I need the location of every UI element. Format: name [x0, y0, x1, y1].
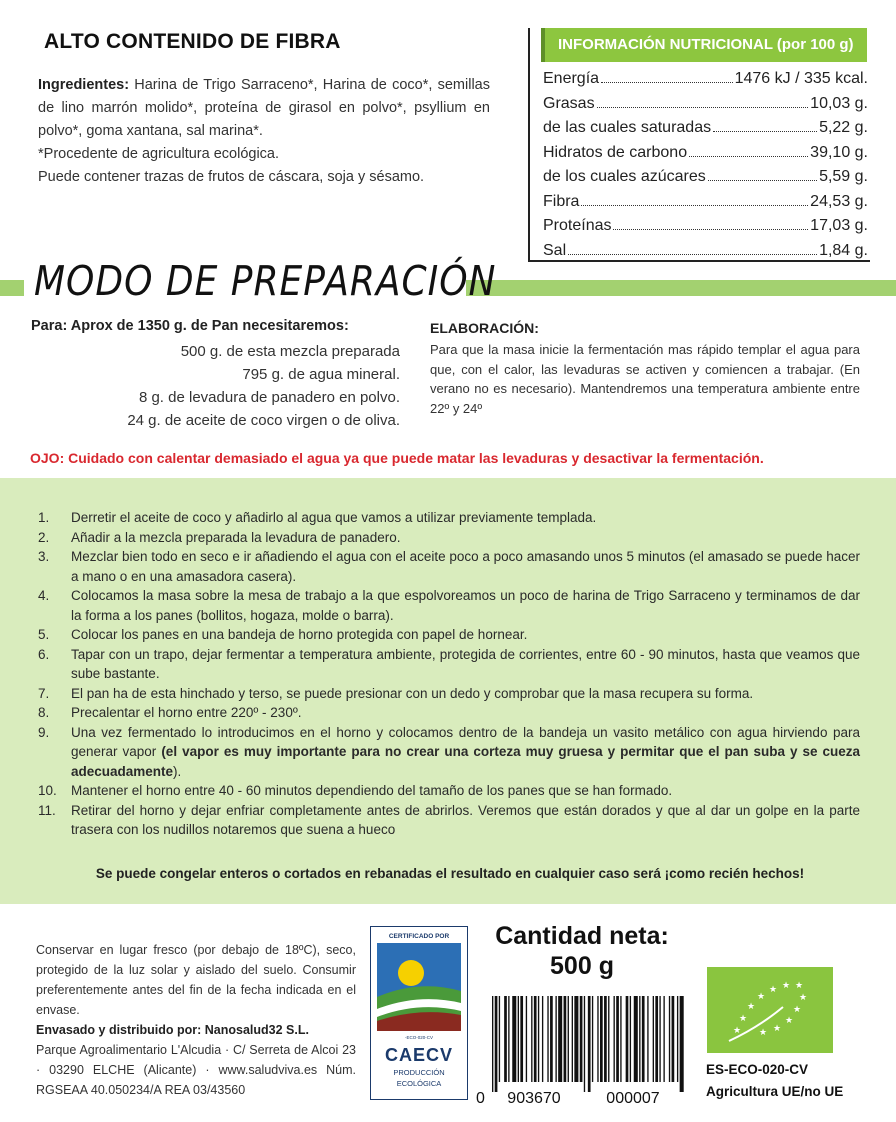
- quantity-item: 24 g. de aceite de coco virgen o de oliva.: [127, 412, 400, 429]
- nutrient-label: Energía: [543, 70, 600, 87]
- section-bar-left: [0, 280, 24, 296]
- nutrition-row: [543, 242, 868, 267]
- eu-leaf-icon: [707, 967, 833, 1053]
- step-item: 1. Derretir el aceite de coco y añadirlo al agua que vamos a utilizar previamente templada.: [38, 510, 597, 525]
- preparation-title: MODO DE PREPARACIÓN: [34, 258, 497, 306]
- nutrient-label: Fibra: [543, 192, 580, 210]
- elaboration-title: ELABORACIÓN:: [430, 320, 539, 336]
- nutrition-row: [543, 193, 868, 218]
- barcode: [470, 992, 694, 1106]
- quantity-item: 8 g. de levadura de panadero en polvo.: [138, 389, 400, 406]
- nutrition-row: [543, 119, 868, 144]
- step-item: 11. Retirar del horno y dejar enfriar completamente antes de abrirlos. Veremos que están dorados y que al dar un golpe en la parte trasera con los nudillos notaremos que suena a hueco: [38, 802, 860, 837]
- caecv-seal: [370, 926, 468, 1100]
- nutrient-value: 17,03 g.: [810, 217, 868, 234]
- nutrient-label: Proteínas: [543, 217, 612, 234]
- eco-code: ES-ECO-020-CV: [706, 1062, 809, 1077]
- svg-text:★: ★: [784, 1016, 794, 1026]
- nutrient-label: Grasas: [543, 94, 595, 112]
- caecv-line1: PRODUCCIÓN: [393, 1068, 445, 1077]
- step-item: 8. Precalentar el horno entre 220º - 230º.: [38, 705, 302, 720]
- nutrient-value: 10,03 g.: [810, 94, 868, 112]
- svg-text:★: ★: [794, 981, 804, 991]
- nutrition-row: [543, 70, 868, 95]
- nutrient-value: 5,59 g.: [819, 168, 868, 185]
- barcode-digit-prefix: 0: [476, 1090, 485, 1106]
- step-item: 10. Mantener el horno entre 40 - 60 minutos dependiendo del tamaño de los panes que se han formado.: [38, 783, 673, 798]
- step-item: 6. Tapar con un trapo, dejar fermentar a temperatura ambiente, protegida de corrientes, entre 60 - 90 minutos, hasta que veamos que sube bastante.: [38, 646, 860, 681]
- ingredients-label: Ingredientes:: [38, 77, 130, 93]
- organic-note: *Procedente de agricultura ecológica.: [38, 146, 280, 162]
- elaboration-text: Para que la masa inicie la fermentación mas rápido templar el agua para que, con el calor, las levaduras se activen y comiencen a trabajar. (En verano no es necesario). Mantendremos una temperatura ambiente entre 22º y 24º: [430, 342, 860, 416]
- eu-organic-leaf: [707, 967, 833, 1053]
- eco-origin: Agricultura UE/no UE: [706, 1084, 844, 1099]
- step-item: 7. El pan ha de esta hinchado y terso, se puede presionar con un dedo y comprobar que la masa recupera su forma.: [38, 685, 754, 701]
- step-item: 4. Colocamos la masa sobre la mesa de trabajo a la que espolvoreamos un poco de harina de Trigo Sarraceno y terminamos de dar la forma a los panes (bollitos, hogaza, molde o barra).: [38, 588, 860, 623]
- svg-text:★: ★: [738, 1014, 748, 1024]
- nutrient-value: 39,10 g.: [810, 143, 868, 161]
- caecv-code: -ECO-020-CV: [404, 1035, 434, 1040]
- svg-text:★: ★: [746, 1002, 756, 1012]
- nutrition-row: [543, 168, 868, 193]
- net-quantity-label: Cantidad neta:: [495, 922, 669, 950]
- nutrition-row: [543, 217, 868, 242]
- caecv-top-text: CERTIFICADO POR: [388, 933, 450, 940]
- svg-text:★: ★: [756, 992, 766, 1002]
- nutrition-row: [543, 144, 868, 169]
- nutrient-value: 24,53 g.: [810, 192, 868, 210]
- quantity-item: 500 g. de esta mezcla preparada: [180, 343, 400, 360]
- step-item: 5. Colocar los panes en una bandeja de horno protegida con papel de hornear.: [38, 627, 528, 642]
- caecv-name: CAECV: [384, 1045, 454, 1065]
- steps-list: [38, 508, 860, 840]
- step-item: 9. Una vez fermentado lo introducimos en el horno y colocamos dentro de la bandeja un vasito metálico con agua hirviendo para generar vapor (el vapor es muy importante para no crear una corteza muy gruesa y permitar que el pan suba y se cueza adecuadamente).: [38, 724, 860, 779]
- nutrition-header: INFORMACIÓN NUTRICIONAL (por 100 g): [541, 28, 867, 62]
- nutrition-table: [543, 70, 868, 266]
- svg-text:★: ★: [758, 1028, 768, 1038]
- storage-block: [36, 940, 356, 1100]
- nutrition-row: [543, 95, 868, 120]
- freeze-note: Se puede congelar enteros o cortados en rebanadas el resultado en cualquier caso será ¡como recién hechos!: [95, 866, 805, 881]
- net-quantity-value: 500 g: [550, 952, 614, 980]
- page-title: ALTO CONTENIDO DE FIBRA: [44, 30, 341, 53]
- distributor-label: Envasado y distribuido por: Nanosalud32 S.L.: [36, 1023, 309, 1037]
- caecv-line2: ECOLÓGICA: [396, 1079, 442, 1088]
- ingredients-text: Harina de Trigo Sarraceno*, Harina de coco*, semillas de lino marrón molido*, proteína de girasol en polvo*, psyllium en polvo*, goma xantana, sal marina*.: [38, 77, 490, 139]
- svg-text:★: ★: [792, 1005, 802, 1015]
- step-item: 3. Mezclar bien todo en seco e ir añadiendo el agua con el aceite poco a poco amasando unos 5 minutos (el amasado se puede hacer a mano o en una amasadora casera).: [38, 549, 860, 584]
- svg-text:★: ★: [772, 1024, 782, 1034]
- step-item: 2. Añadir a la mezcla preparada la levadura de panadero.: [38, 529, 401, 545]
- nutrient-label: de los cuales azúcares: [543, 168, 706, 185]
- distributor-address: Parque Agroalimentario L'Alcudia · C/ Serreta de Alcoi 23 · 03290 ELCHE (Alicante) · www.saludviva.es Núm. RGSEAA 40.050234/A REA 03/43560: [36, 1043, 356, 1097]
- barcode-digits-left: 903670: [507, 1090, 561, 1106]
- nutrient-label: Sal: [543, 241, 567, 259]
- svg-text:★: ★: [781, 981, 791, 991]
- quantities-header: Para: Aprox de 1350 g. de Pan necesitaremos:: [31, 318, 349, 334]
- barcode-icon: [470, 992, 694, 1106]
- barcode-digits-right: 000007: [606, 1090, 660, 1106]
- quantity-item: 795 g. de agua mineral.: [242, 366, 400, 383]
- nutrient-label: de las cuales saturadas: [543, 119, 712, 136]
- svg-text:★: ★: [768, 985, 778, 995]
- section-bar-right: [466, 280, 896, 296]
- caecv-logo-icon: [371, 927, 467, 1099]
- nutrient-value: 1,84 g.: [819, 241, 868, 259]
- nutrient-label: Hidratos de carbono: [543, 143, 688, 161]
- traces-note: Puede contener trazas de frutos de cáscara, soja y sésamo.: [38, 169, 425, 185]
- ingredients-block: [38, 74, 490, 189]
- warning-text: OJO: Cuidado con calentar demasiado el agua ya que puede matar las levaduras y desactivar la fermentación.: [30, 450, 764, 466]
- quantities-list: [30, 340, 400, 432]
- storage-text: Conservar en lugar fresco (por debajo de 18ºC), seco, protegido de la luz solar y aislado del suelo. Consumir preferentemente antes del fin de la fecha indicada en el envase.: [36, 943, 356, 1017]
- svg-text:★: ★: [732, 1026, 742, 1036]
- nutrient-value: 1476 kJ / 335 kcal.: [734, 70, 868, 87]
- nutrient-value: 5,22 g.: [819, 119, 868, 136]
- svg-text:★: ★: [798, 993, 808, 1003]
